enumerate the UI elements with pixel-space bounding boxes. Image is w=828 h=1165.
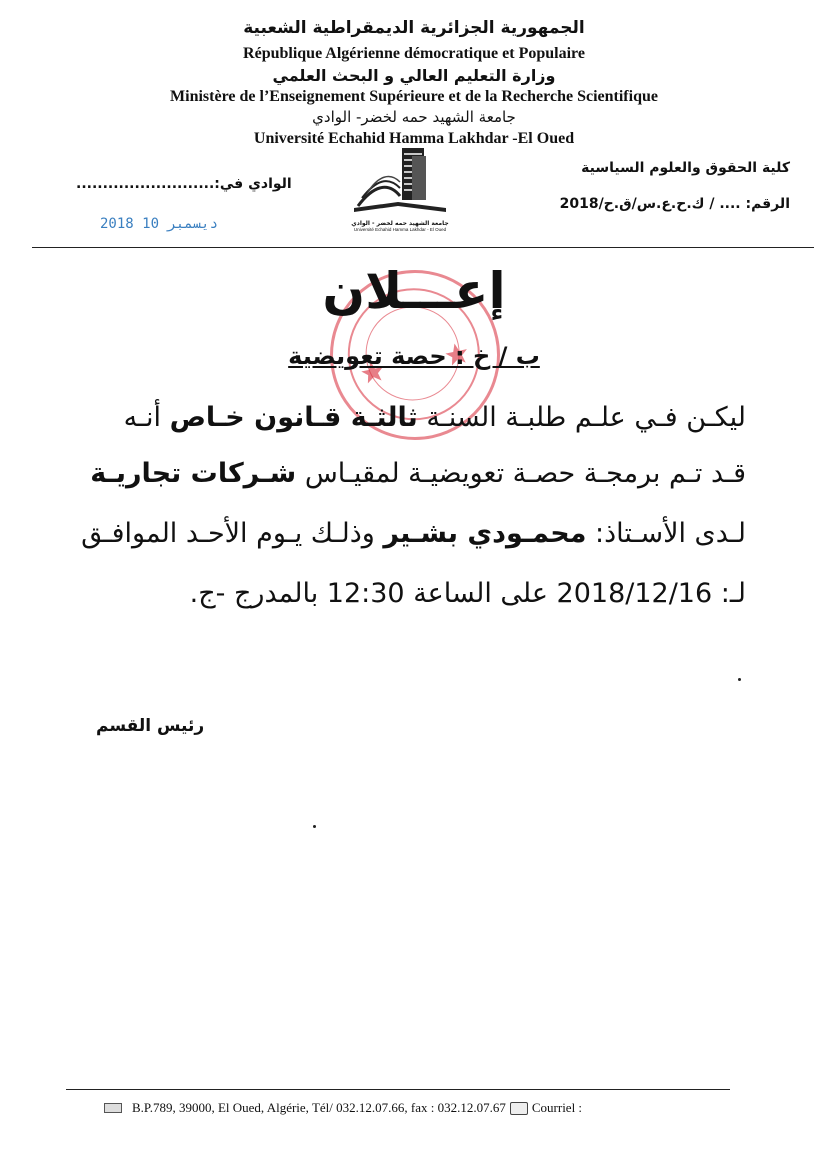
body-line-3 [81, 518, 746, 549]
body-line-2 [90, 458, 746, 489]
body-line-3-part-a: لـدى الأسـتاذ: [595, 518, 746, 549]
university-logo [348, 146, 452, 236]
faculty-name: كلية الحقوق والعلوم السياسية [581, 160, 790, 176]
header-divider [32, 247, 814, 248]
footer-divider [66, 1089, 730, 1090]
stray-dot [738, 678, 741, 681]
footer-address: B.P.789, 39000, El Oued, Algérie, Tél/ 032.12.07.66, fax : 032.12.07.67 [132, 1100, 506, 1115]
body-line-1-part-a: ليكـن فـي علـم طلبـة السنـة [426, 402, 746, 433]
place-date: الوادي في:.......................... [76, 176, 292, 192]
email-icon [510, 1102, 528, 1115]
header-fr-university: Université Echahid Hamma Lakhdar -El Oued [253, 130, 575, 147]
announcement-title: إعـــلان [322, 262, 506, 320]
received-date-stamp: 2018 ديسمبر 10 [100, 216, 219, 232]
body-line-2-module: شـركات تجاريـة [90, 458, 297, 489]
body-line-1 [124, 402, 746, 433]
header-ar-university: جامعة الشهيد حمه لخضر- الوادي [312, 108, 516, 126]
announcement-subject: ب / خ : حصة تعويضية [288, 342, 540, 370]
reference-number: الرقم: .... / ك.ح.ع.س/ق.ح/2018 [559, 196, 790, 212]
header-ar-republic: الجمهورية الجزائرية الديمقراطية الشعبية [243, 18, 585, 38]
body-line-2-part-a: قـد تـم برمجـة حصـة تعويضيـة لمقيـاس [304, 458, 746, 489]
header-fr-ministry: Ministère de l’Enseignement Supérieure et de la Recherche Scientifique [170, 88, 658, 105]
body-line-1-part-c: أنـه [123, 402, 162, 433]
footer [104, 1100, 582, 1116]
body-line-4: لـ: 2018/12/16 على الساعة 12:30 بالمدرج -ج. [189, 578, 746, 609]
mailbox-icon [104, 1103, 122, 1113]
stray-dot [313, 825, 316, 828]
body-line-3-part-c: وذلـك يـوم الأحـد الموافـق [81, 518, 375, 549]
university-logo-icon [348, 146, 452, 216]
header-fr-republic: République Algérienne démocratique et Populaire [243, 45, 585, 62]
signature-title: رئيس القسم [96, 716, 205, 736]
body-line-1-year: ثالثـة قـانون خـاص [169, 402, 418, 433]
logo-ar-name: جامعة الشهيد حمه لخضر - الوادي [351, 220, 449, 227]
logo-fr-name: Université Echahid Hamma Lakhdar - El Oued [353, 227, 447, 232]
body-line-3-professor: محمـودي بشـير [383, 518, 587, 549]
header-ar-ministry: وزارة التعليم العالي و البحث العلمي [272, 66, 556, 85]
footer-courriel: Courriel : [531, 1100, 583, 1115]
